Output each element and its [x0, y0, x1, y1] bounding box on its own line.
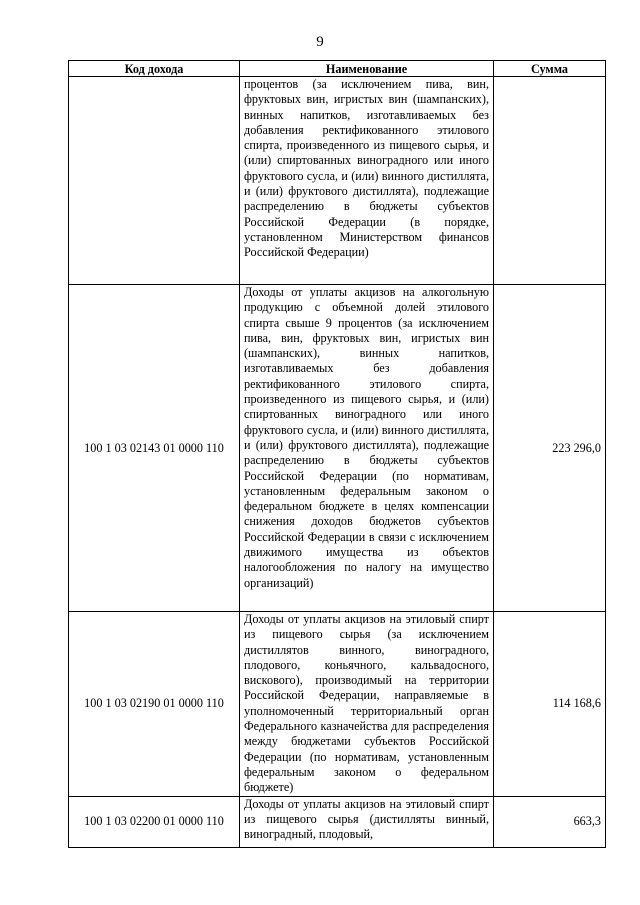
header-sum: Сумма: [494, 61, 606, 77]
row-sum: [494, 77, 606, 285]
table-row: [69, 796, 606, 847]
row-code: 100 1 03 02190 01 0000 110: [69, 612, 240, 797]
table-header-row: [69, 61, 606, 77]
row-name: процентов (за исключением пива, вин, фруктовых вин, игристых вин (шампанских), винных напитков, изготавливаемых без добавления ректификованного этилового спирта, произведенного из пищевого сырья, и (или) спиртованных виноградного или иного фруктового сусла, и (или) винного дистиллята, и (или) фруктового дистиллята), подлежащие распределению в бюджеты субъектов Российской Федерации (в порядке, установленном Министерством финансов Российской Федерации): [240, 77, 494, 285]
row-code: [69, 77, 240, 285]
row-sum: 223 296,0: [494, 285, 606, 612]
row-name: Доходы от уплаты акцизов на этиловый спирт из пищевого сырья (за исключением дистиллятов винного, виноградного, плодового, коньячного, кальвадосного, вискового), производимый на территории Российской Федерации, направляемые в уполномоченный территориальный орган Федерального казначейства для распределения между бюджетами субъектов Российской Федерации (по нормативам, установленным федеральным законом о федеральном бюджете): [240, 612, 494, 797]
row-sum: 663,3: [494, 796, 606, 847]
row-code: 100 1 03 02143 01 0000 110: [69, 285, 240, 612]
row-code: 100 1 03 02200 01 0000 110: [69, 796, 240, 847]
table-row: [69, 285, 606, 612]
header-code: Код дохода: [69, 61, 240, 77]
revenue-table: [68, 60, 606, 848]
header-name: Наименование: [240, 61, 494, 77]
row-name-cell: [240, 796, 494, 847]
page-number: 9: [316, 34, 324, 50]
table-row: [69, 612, 606, 797]
table-row: [69, 77, 606, 285]
row-name: Доходы от уплаты акцизов на алкогольную продукцию с объемной долей этилового спирта свыше 9 процентов (за исключением пива, вин, фруктовых вин, игристых вин (шампанских), винных напитков, изготавливаемых без добавления ректификованного этилового спирта, произведенного из пищевого сырья, и (или) спиртованных виноградного или иного фруктового сусла, и (или) винного дистиллята, и (или) фруктового дистиллята), подлежащие распределению в бюджеты субъектов Российской Федерации (по нормативам, установленным федеральным законом о федеральном бюджете в целях компенсации снижения доходов бюджетов субъектов Российской Федерации в связи с исключением движимого имущества из объектов налогообложения по налогу на имущество организаций): [240, 285, 494, 612]
row-name: Доходы от уплаты акцизов на этиловый спирт из пищевого сырья (дистилляты винный, виноградный, плодовый,: [244, 796, 489, 842]
row-sum: 114 168,6: [494, 612, 606, 797]
